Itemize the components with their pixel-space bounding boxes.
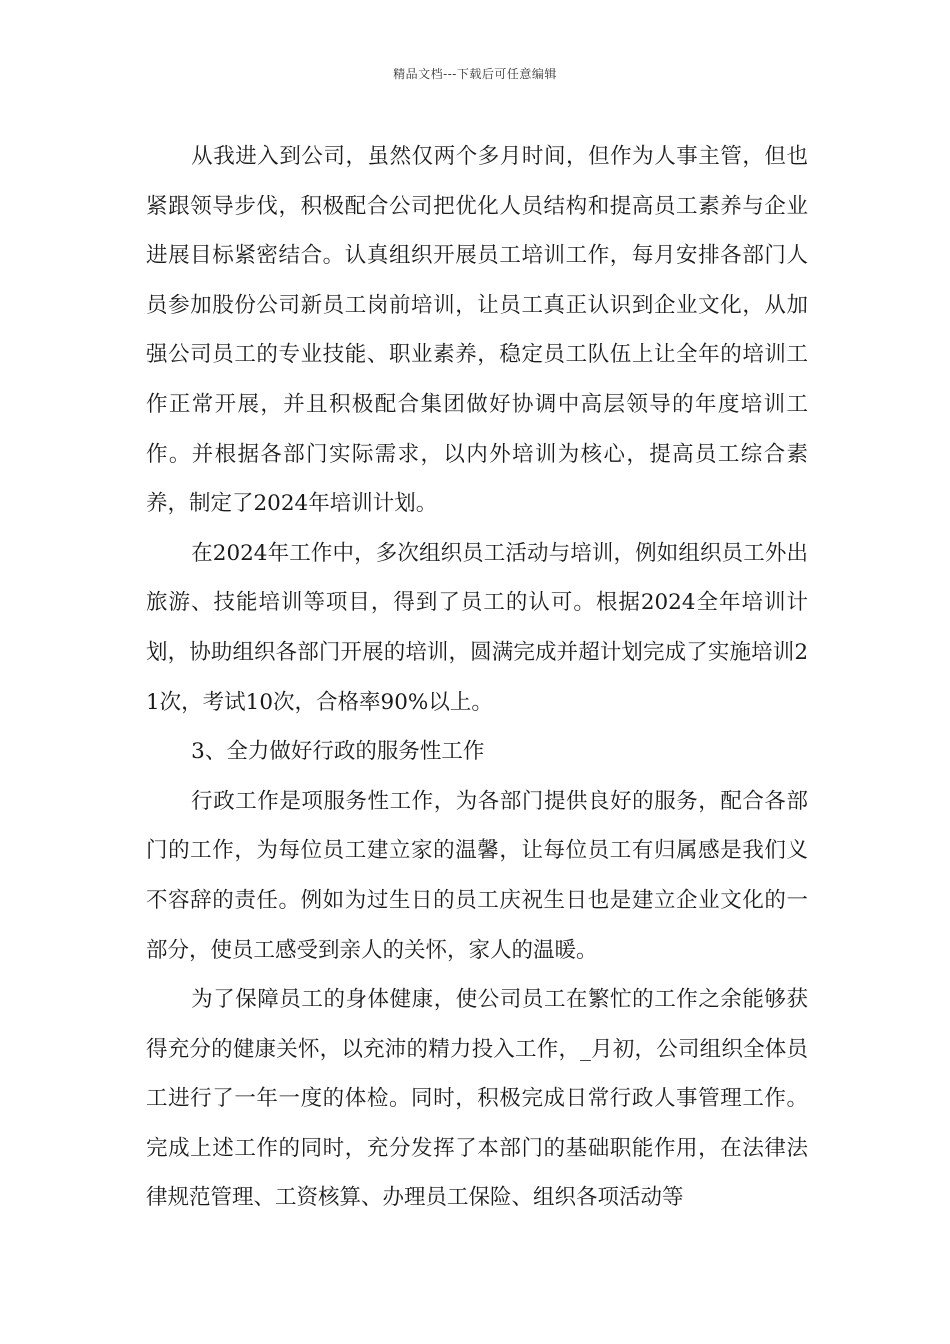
section-heading-admin-service: 3、全力做好行政的服务性工作 (191, 739, 485, 765)
document-body (146, 132, 808, 1223)
paragraph-2024-activities: 在2024年工作中，多次组织员工活动与培训，例如组织员工外出旅游、技能培训等项目，得到了员工的认可。根据2024全年培训计划，协助组织各部门开展的培训，圆满完成并超计划完成了实施培训21次，考试10次，合格率90%以上。 (146, 540, 808, 715)
page-header: 精品文档---下载后可任意编辑 (393, 67, 557, 81)
paragraph-health-checkup: 为了保障员工的身体健康，使公司员工在繁忙的工作之余能够获得充分的健康关怀，以充沛的精力投入工作，_月初，公司组织全体员工进行了一年一度的体检。同时，积极完成日常行政人事管理工作。完成上述工作的同时，充分发挥了本部门的基础职能作用，在法律法律规范管理、工资核算、办理员工保险、组织各项活动等 (146, 987, 808, 1211)
paragraph-admin-service: 行政工作是项服务性工作，为各部门提供良好的服务，配合各部门的工作，为每位员工建立家的温馨，让每位员工有归属感是我们义不容辞的责任。例如为过生日的员工庆祝生日也是建立企业文化的一部分，使员工感受到亲人的关怀，家人的温暖。 (146, 788, 808, 963)
paragraph-training-overview: 从我进入到公司，虽然仅两个多月时间，但作为人事主管，但也紧跟领导步伐，积极配合公司把优化人员结构和提高员工素养与企业进展目标紧密结合。认真组织开展员工培训工作，每月安排各部门人员参加股份公司新员工岗前培训，让员工真正认识到企业文化，从加强公司员工的专业技能、职业素养，稳定员工队伍上让全年的培训工作正常开展，并且积极配合集团做好协调中高层领导的年度培训工作。并根据各部门实际需求，以内外培训为核心，提高员工综合素养，制定了2024年培训计划。 (146, 144, 808, 517)
